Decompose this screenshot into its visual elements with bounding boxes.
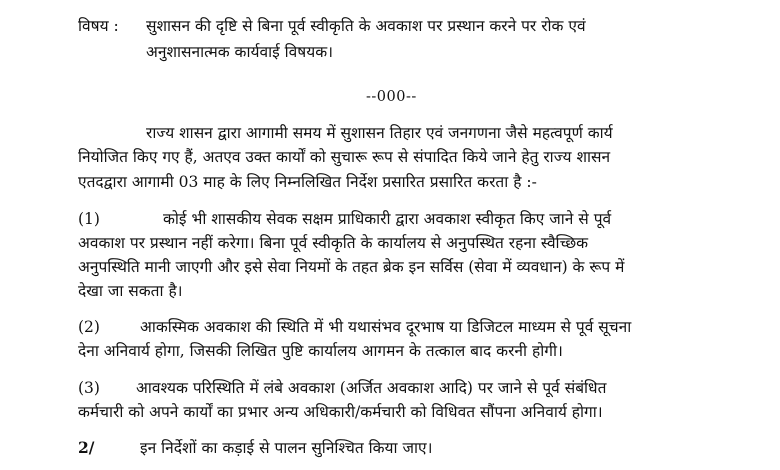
point-2-line-2: देना अनिवार्य होगा, जिसकी लिखित पुष्टि कार्यालय आगमन के तत्काल बाद करनी होगी। [78,342,563,360]
point-1-line-3: अनुपस्थिति मानी जाएगी और इसे सेवा नियमों के तहत ब्रेक इन सर्विस (सेवा में व्यवधान) के रूप में [78,258,625,276]
point-3-line-1: आवश्यक परिस्थिति में लंबे अवकाश (अर्जित अवकाश आदि) पर जाने से पूर्व संबंधित [136,379,607,397]
section-2-line-1: इन निर्देशों का कड़ाई से पालन सुनिश्चित किया जाए। [140,439,433,457]
section-2-number: 2/ [78,438,95,457]
subject-label: विषय : [78,17,119,35]
point-1-line-2: अवकाश पर प्रस्थान नहीं करेगा। बिना पूर्व स्वीकृति के कार्यालय से अनुपस्थित रहना स्वैच्छिक [78,234,589,252]
point-1-line-1: कोई भी शासकीय सेवक सक्षम प्राधिकारी द्वारा अवकाश स्वीकृत किए जाने से पूर्व [163,210,612,228]
intro-line-3: एतदद्वारा आगामी 03 माह के लिए निम्नलिखित निर्देश प्रसारित प्रसारित करता है :- [78,173,537,191]
point-1-number: (1) [78,210,100,228]
subject-line-1: सुशासन की दृष्टि से बिना पूर्व स्वीकृति के अवकाश पर प्रस्थान करने पर रोक एवं [146,17,586,35]
intro-line-2: नियोजित किए गए हैं, अतएव उक्त कार्यों को सुचारू रूप से संपादित किये जाने हेतु राज्य शासन [78,148,611,166]
intro-line-1: राज्य शासन द्वारा आगामी समय में सुशासन तिहार एवं जनगणना जैसे महत्वपूर्ण कार्य [146,124,613,142]
point-3-number: (3) [78,379,100,397]
point-2-number: (2) [78,318,100,336]
point-3-line-2: कर्मचारी को अपने कार्यों का प्रभार अन्य अधिकारी/कर्मचारी को विधिवत सौंपना अनिवार्य होगा। [78,403,603,421]
subject-line-2: अनुशासनात्मक कार्यवाई विषयक। [146,43,333,61]
section-divider: --000-- [366,89,417,105]
point-1-line-4: देखा जा सकता है। [78,282,183,300]
point-2-line-1: आकस्मिक अवकाश की स्थिति में भी यथासंभव दूरभाष या डिजिटल माध्यम से पूर्व सूचना [140,318,632,336]
